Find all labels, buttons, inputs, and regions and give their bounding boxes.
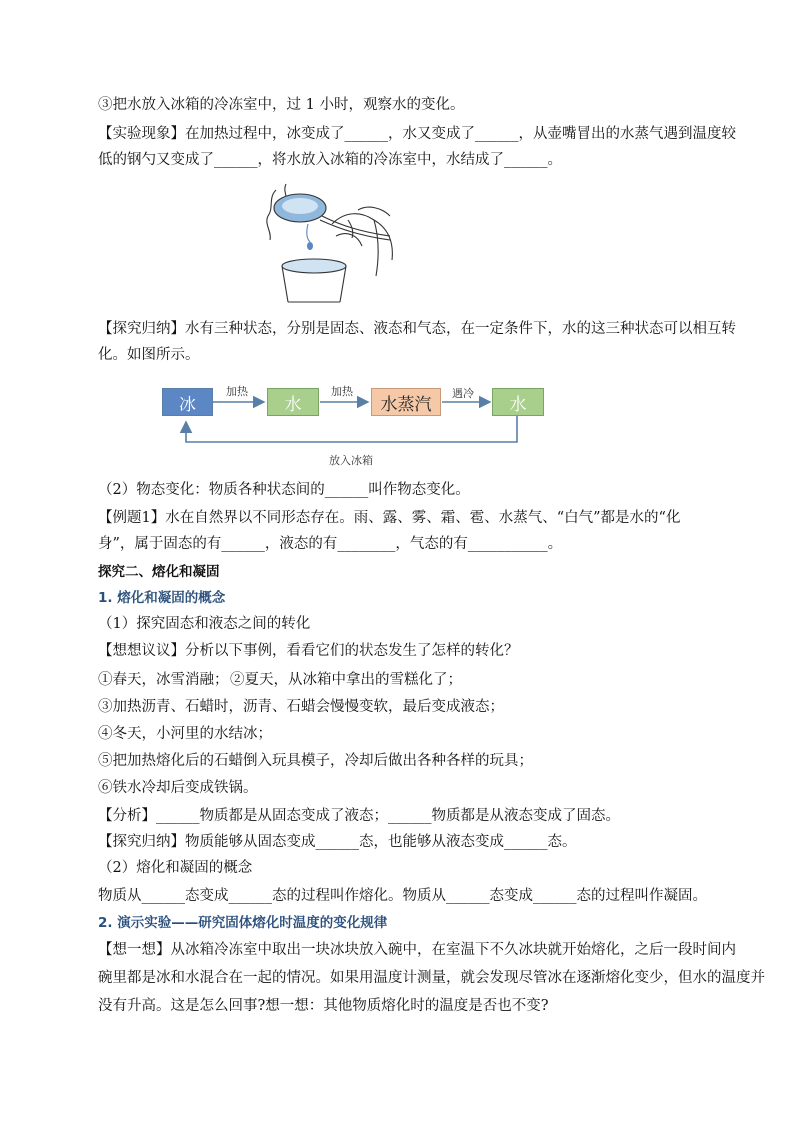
text-line: 没有升高。这是怎么回事?想一想：其他物质熔化时的温度是否也不变? xyxy=(98,998,549,1014)
box-water: 水 xyxy=(267,388,319,416)
text-line: ④冬天，小河里的水结冰； xyxy=(98,726,272,742)
text-line: ③加热沥青、石蜡时，沥青、石蜡会慢慢变软，最后变成液态； xyxy=(98,699,504,715)
text-line: ①春天，冰雪消融； xyxy=(98,672,229,688)
text-line: 物质从______态变成______态的过程叫作熔化。物质从______态变成______态的过程叫作凝固。 xyxy=(98,888,707,904)
text-line: （2）熔化和凝固的概念 xyxy=(98,860,253,876)
label-heat-1: 加热 xyxy=(226,385,248,398)
text-line: 【探究归纳】物质能够从固态变成______态，也能够从液态变成______态。 xyxy=(98,834,577,850)
text-line: 化。如图所示。 xyxy=(98,347,200,363)
text-line: ⑤把加热熔化后的石蜡倒入玩具模子，冷却后做出各种各样的玩具； xyxy=(98,753,533,769)
section-heading: 探究二、熔化和凝固 xyxy=(98,564,220,580)
text-line: 【探究归纳】水有三种状态，分别是固态、液态和气态，在一定条件下，水的这三种状态可以相互转 xyxy=(98,321,736,337)
label-freezer: 放入冰箱 xyxy=(329,454,373,467)
text-line: （1）探究固态和液态之间的转化 xyxy=(98,616,311,632)
text-line: 碗里都是冰和水混合在一起的情况。如果用温度计测量，就会发现尽管冰在逐渐熔化变少，但水的温度并 xyxy=(98,970,765,986)
subsection-heading: 2. 演示实验——研究固体熔化时温度的变化规律 xyxy=(98,915,388,931)
text-line: 【例题1】水在自然界以不同形态存在。雨、露、雾、霜、雹、水蒸气、“白气”都是水的“化 xyxy=(98,510,681,526)
text-line: 【想想议议】分析以下事例，看看它们的状态发生了怎样的转化？ xyxy=(98,643,519,659)
box-vapor: 水蒸汽 xyxy=(371,388,441,416)
text-line: ⑥铁水冷却后变成铁锅。 xyxy=(98,780,258,796)
text-line: ③把水放入冰箱的冷冻室中，过 1 小时，观察水的变化。 xyxy=(98,97,465,113)
text-line: 【实验现象】在加热过程中，冰变成了______，水又变成了______，从壶嘴冒出的水蒸气遇到温度较 xyxy=(98,126,736,142)
text-line: （2）物态变化：物质各种状态间的______叫作物态变化。 xyxy=(98,482,470,498)
label-heat-2: 加热 xyxy=(331,385,353,398)
label-cool: 遇冷 xyxy=(452,387,474,400)
spoon-cup-illustration xyxy=(262,180,402,304)
arrow-freeze xyxy=(186,416,517,442)
box-water-2: 水 xyxy=(492,388,544,416)
text-line: 低的钢勺又变成了______，将水放入冰箱的冷冻室中，水结成了______。 xyxy=(98,152,562,168)
text-line: 【想一想】从冰箱冷冻室中取出一块冰块放入碗中，在室温下不久冰块就开始熔化，之后一段时间内 xyxy=(98,942,736,958)
text-line: 【分析】______物质都是从固态变成了液态；______物质都是从液态变成了固态。 xyxy=(98,808,620,824)
box-ice: 冰 xyxy=(162,388,213,416)
text-line: 身”，属于固态的有______，液态的有________，气态的有___________。 xyxy=(98,536,563,552)
subsection-heading: 1. 熔化和凝固的概念 xyxy=(98,590,226,606)
text-line: ②夏天，从冰箱中拿出的雪糕化了； xyxy=(230,672,462,688)
